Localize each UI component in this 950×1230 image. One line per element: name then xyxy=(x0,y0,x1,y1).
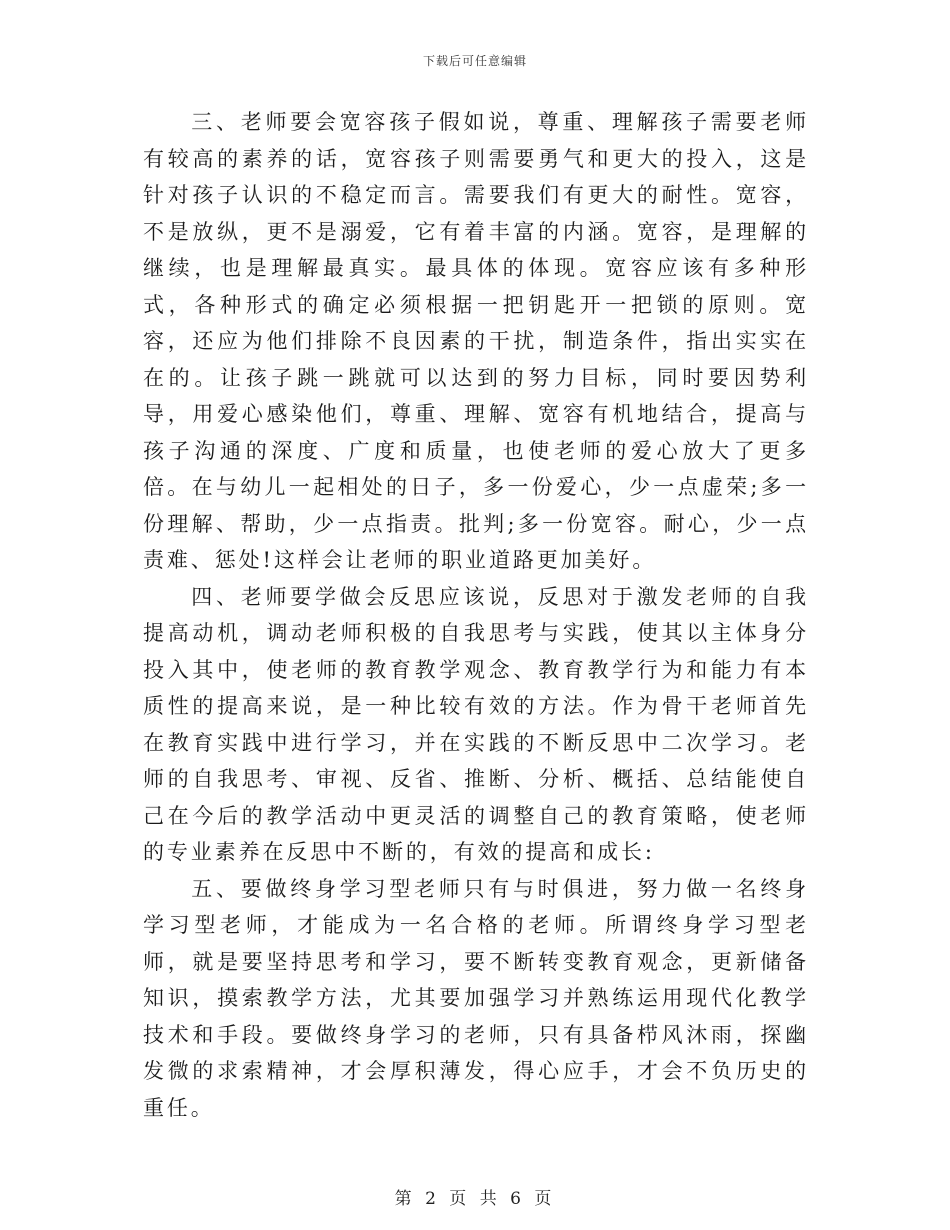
paragraph-section-five: 五、要做终身学习型老师只有与时俱进，努力做一名终身学习型老师，才能成为一名合格的老师。所谓终身学习型老师，就是要坚持思考和学习，要不断转变教育观念，更新储备知识，摸索教学方法，尤其要加强学习并熟练运用现代化教学技术和手段。要做终身学习的老师，只有具备栉风沐雨，探幽发微的求索精神，才会厚积薄发，得心应手，才会不负历史的重任。 xyxy=(143,876,809,1120)
document-body xyxy=(143,104,809,1126)
page-number: 第 2 页 共 6 页 xyxy=(394,1189,556,1209)
page-header-note: 下载后可任意编辑 xyxy=(422,54,527,68)
paragraph-section-four: 四、老师要学做会反思应该说，反思对于激发老师的自我提高动机，调动老师积极的自我思考与实践，使其以主体身分投入其中，使老师的教育教学观念、教育教学行为和能力有本质性的提高来说，是一种比较有效的方法。作为骨干老师首先在教育实践中进行学习，并在实践的不断反思中二次学习。老师的自我思考、审视、反省、推断、分析、概括、总结能使自己在今后的教学活动中更灵活的调整自己的教育策略，使老师的专业素养在反思中不断的，有效的提高和成长: xyxy=(143,584,809,864)
paragraph-section-three: 三、老师要会宽容孩子假如说，尊重、理解孩子需要老师有较高的素养的话，宽容孩子则需要勇气和更大的投入，这是针对孩子认识的不稳定而言。需要我们有更大的耐性。宽容，不是放纵，更不是溺爱，它有着丰富的内涵。宽容，是理解的继续，也是理解最真实。最具体的体现。宽容应该有多种形式，各种形式的确定必须根据一把钥匙开一把锁的原则。宽容，还应为他们排除不良因素的干扰，制造条件，指出实实在在的。让孩子跳一跳就可以达到的努力目标，同时要因势利导，用爱心感染他们，尊重、理解、宽容有机地结合，提高与孩子沟通的深度、广度和质量，也使老师的爱心放大了更多倍。在与幼儿一起相处的日子，多一份爱心，少一点虚荣;多一份理解、帮助，少一点指责。批判;多一份宽容。耐心，少一点责难、惩处!这样会让老师的职业道路更加美好。 xyxy=(143,110,809,572)
